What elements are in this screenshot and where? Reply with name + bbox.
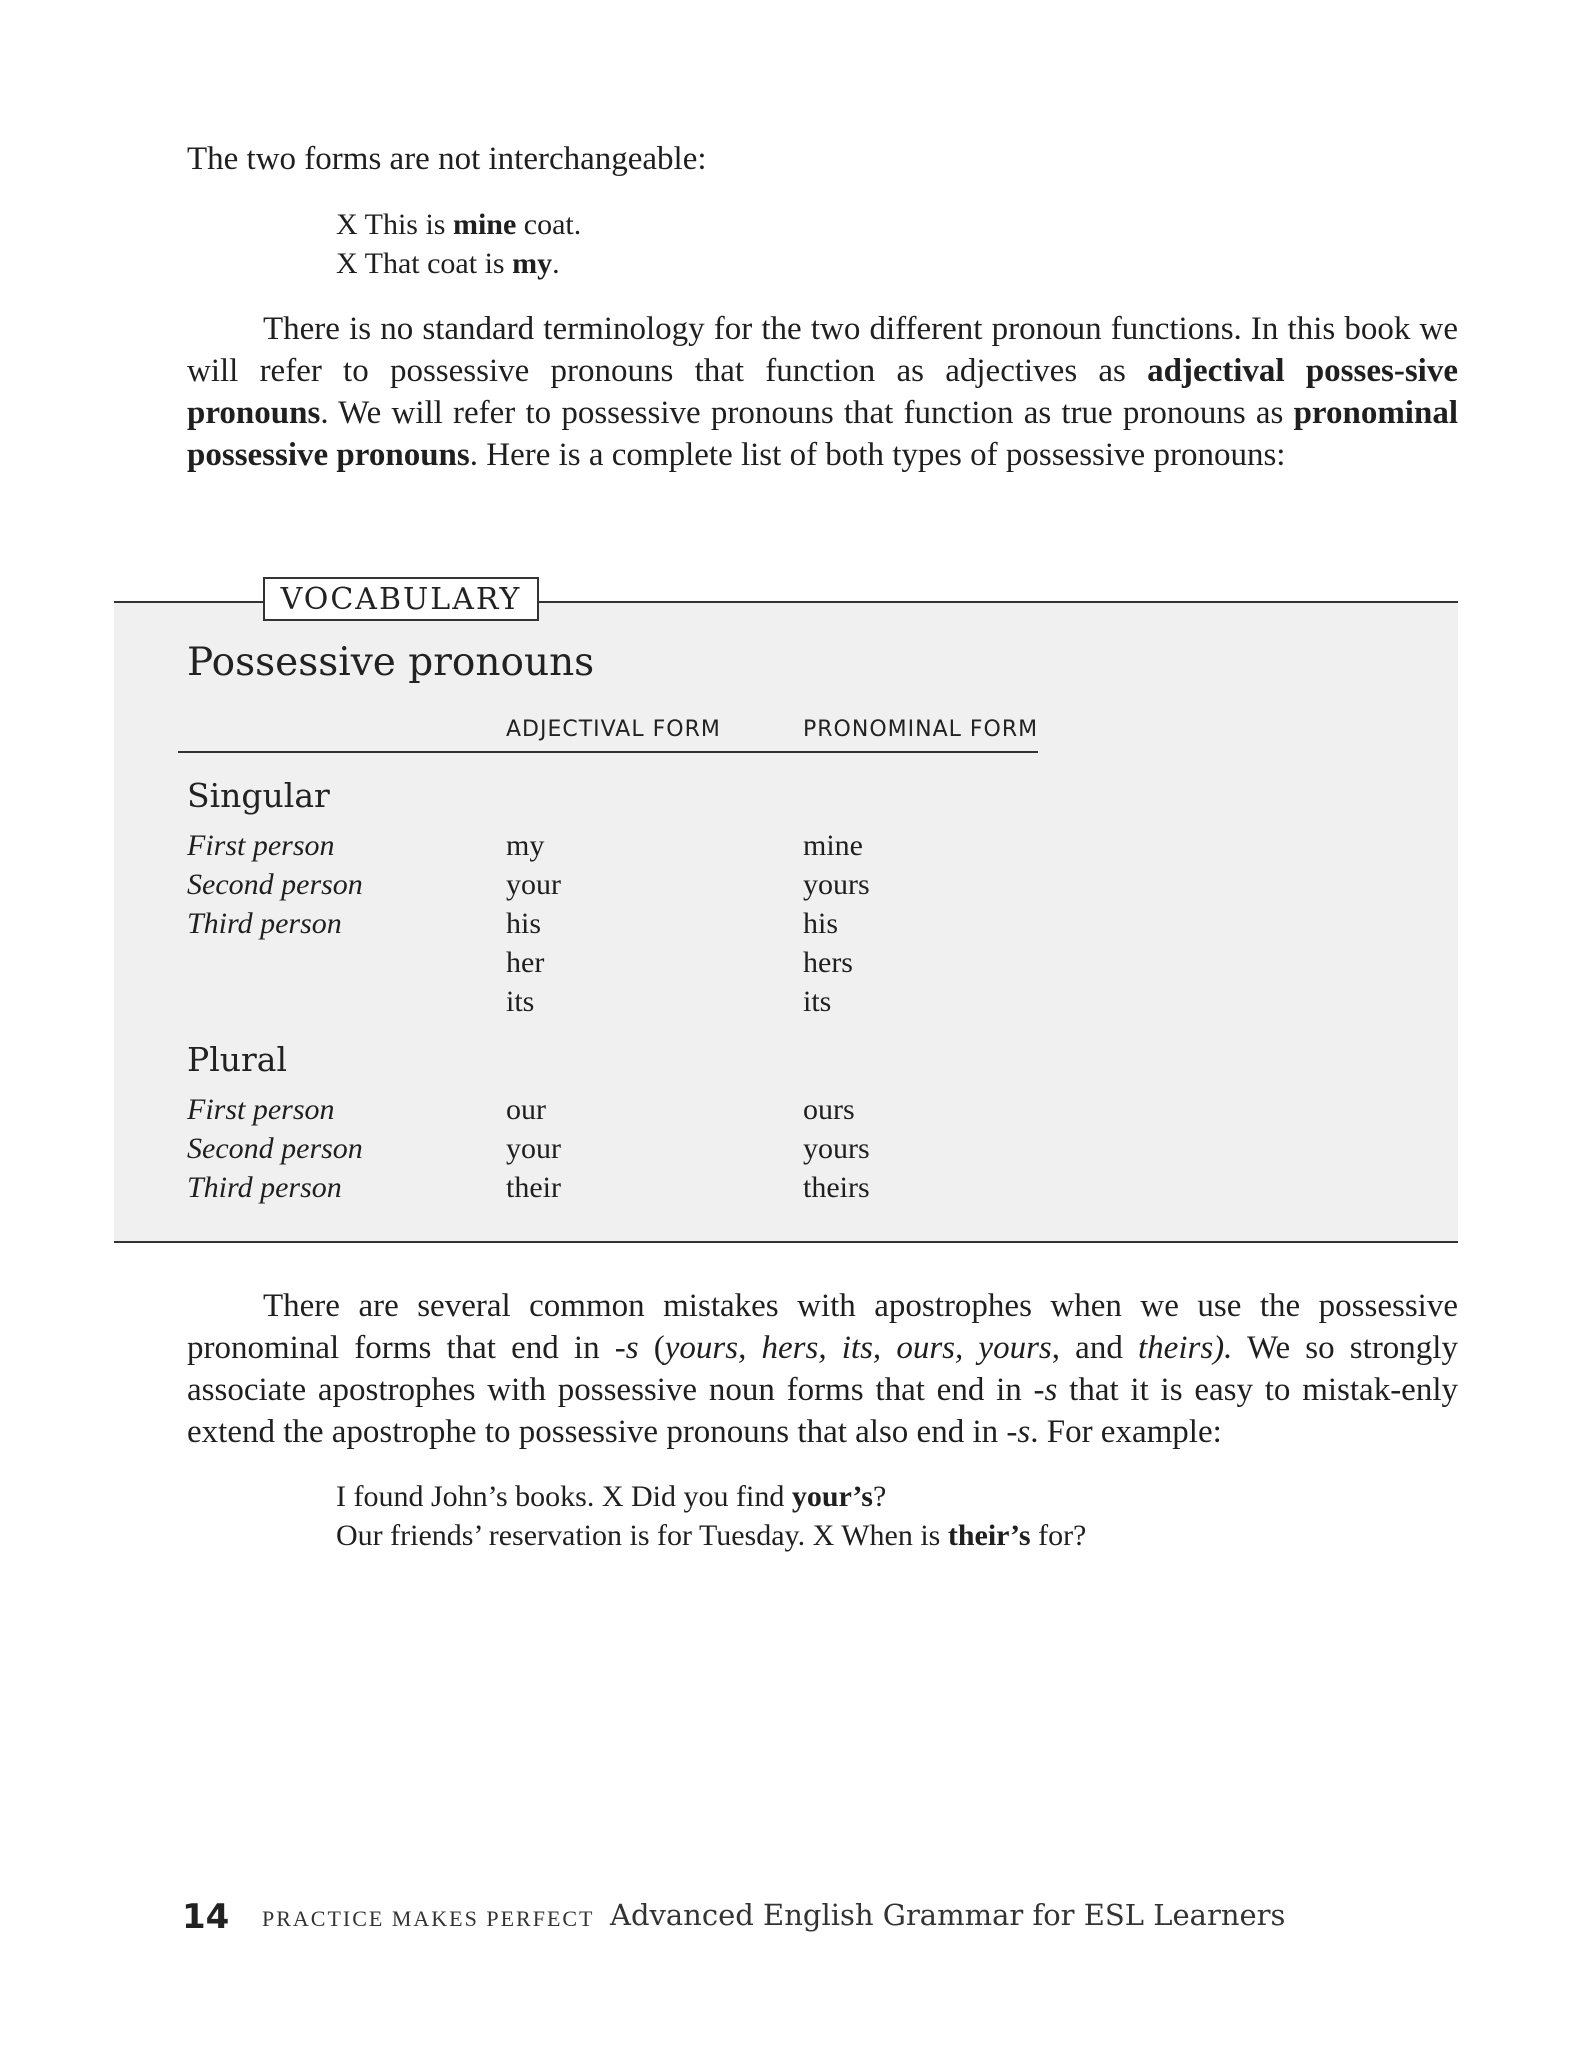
adjectival-form: our [506,1093,546,1126]
person-label: Third person [187,1171,342,1204]
adjectival-form: her [506,946,545,979]
example-line: Our friends’ reservation is for Tuesday. X When is their’s for? [336,1519,1087,1552]
vocabulary-label: VOCABULARY [263,577,539,621]
pronominal-form: ours [803,1093,855,1126]
pronominal-form: mine [803,829,863,862]
example-line: I found John’s books. X Did you find your’s? [336,1480,887,1513]
person-label: Second person [187,1132,363,1165]
paragraph-apostrophes: There are several common mistakes with apostrophes when we use the possessive pronominal forms that end in -s (yours, hers, its, ours, yours, and theirs). We so strongly associate apostrophes with possessive noun forms that end in -s that it is easy to mistak-enly extend the apostrophe to possessive pronouns that also end in -s. For example: [187,1288,1458,1450]
adjectival-form: their [506,1171,561,1204]
adjectival-form: his [506,907,542,940]
series-title: PRACTICE MAKES PERFECT [262,1906,595,1931]
pronominal-form: yours [803,1132,870,1165]
pronominal-form: its [803,985,832,1018]
person-label: Third person [187,907,342,940]
column-header-adjectival: ADJECTIVAL FORM [506,717,721,742]
intro-sentence: The two forms are not interchangeable: [187,141,707,177]
header-rule [178,751,1038,753]
paragraph-terminology: There is no standard terminology for the two different pronoun functions. In this book we will refer to possessive pronouns that function as adjectives as adjectival posses-sive pronouns. We will refer to possessive pronouns that function as true pronouns as pronominal possessive pronouns. Here is a complete list of both types of possessive pronouns: [187,311,1458,473]
book-title: Advanced English Grammar for ESL Learners [610,1898,1286,1932]
vocabulary-title: Possessive pronouns [187,640,595,685]
pronominal-form: yours [803,868,870,901]
adjectival-form: your [506,868,561,901]
person-label: First person [187,1093,335,1126]
adjectival-form: my [506,829,545,862]
column-header-pronominal: PRONOMINAL FORM [803,717,1039,742]
pronominal-form: his [803,907,839,940]
page-number: 14 [182,1897,230,1937]
adjectival-form: your [506,1132,561,1165]
adjectival-form: its [506,985,535,1018]
pronominal-form: hers [803,946,853,979]
person-label: First person [187,829,335,862]
group-heading-singular: Singular [187,776,330,815]
example-line: X That coat is my. [336,247,560,280]
pronominal-form: theirs [803,1171,870,1204]
person-label: Second person [187,868,363,901]
group-heading-plural: Plural [187,1040,288,1079]
example-line: X This is mine coat. [336,208,582,241]
